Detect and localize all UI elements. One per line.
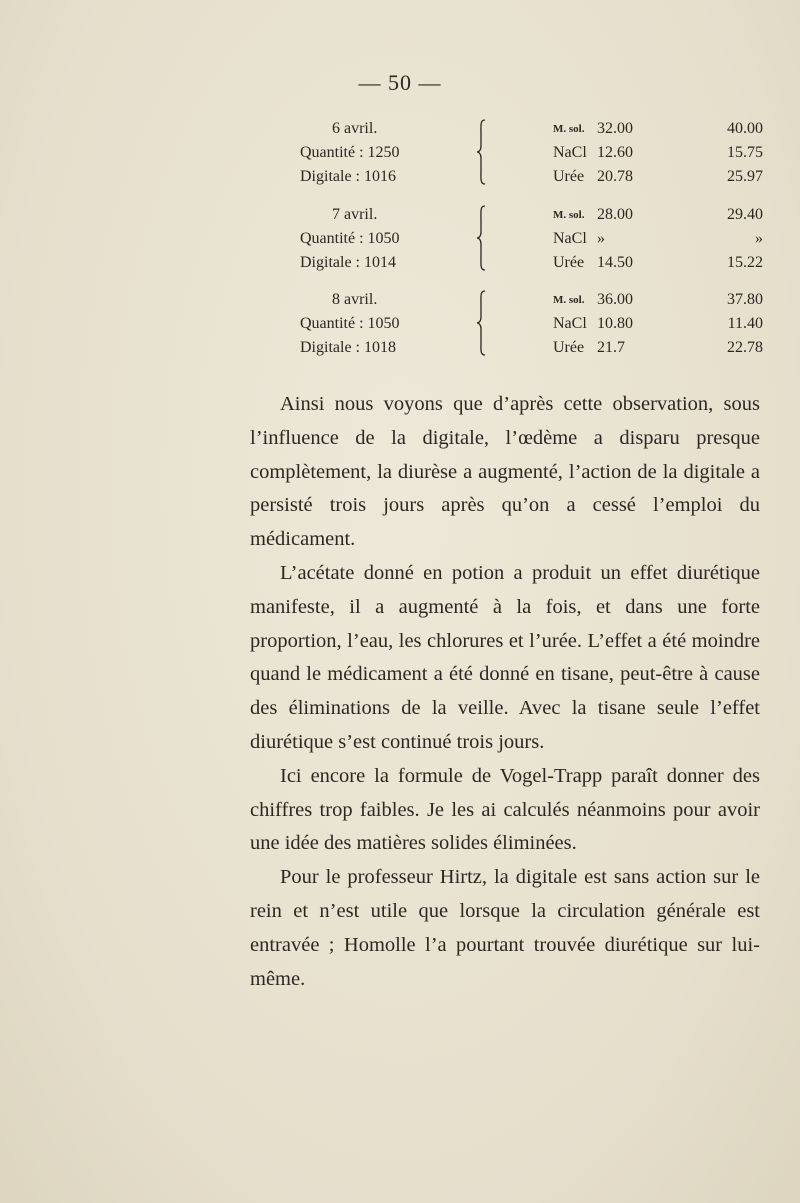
entry-8-avril [0, 288, 800, 368]
body-text [250, 388, 760, 996]
value-row-nacl [553, 227, 763, 251]
row-value-1: » [597, 230, 605, 247]
paragraph: L’acétate donné en potion a produit un effet diurétique manifeste, il a augmenté à la fois, et dans une forte proportion, l’eau, les chlorures et l’urée. L’effet a été moindre quand le médicament a été donné en tisane, peut-être à cause des éliminations de la veille. Avec la tisane seule l’effet diurétique s’est continué trois jours. [250, 561, 760, 753]
row-label: NaCl [553, 230, 587, 247]
row-value-1: 12.60 [597, 144, 633, 161]
value-row-uree [553, 251, 763, 275]
entry-quantite: Quantité : 1050 [300, 230, 400, 247]
entry-6-avril [0, 117, 800, 197]
entry-meta [300, 203, 480, 275]
row-value-1: 28.00 [597, 206, 633, 223]
row-value-2: 29.40 [727, 206, 763, 223]
row-value-2: 22.78 [727, 339, 763, 356]
row-label: Urée [553, 168, 585, 185]
row-label: NaCl [553, 315, 587, 332]
row-value-1: 20.78 [597, 168, 633, 185]
row-value-1: 10.80 [597, 315, 633, 332]
paragraph: Ainsi nous voyons que d’après cette observation, sous l’influence de la digitale, l’œdème a disparu presque complètement, la diurèse a augmenté, l’action de la digitale a persisté trois jours après qu’on a cessé l’emploi du médicament. [250, 393, 760, 551]
entry-densite: Digitale : 1018 [300, 339, 396, 356]
value-row-nacl [553, 141, 763, 165]
entry-values [553, 117, 763, 189]
value-row-msol [553, 203, 763, 227]
brace-icon [476, 119, 486, 185]
value-row-nacl [553, 312, 763, 336]
entry-densite: Digitale : 1014 [300, 254, 396, 271]
row-value-1: 32.00 [597, 120, 633, 137]
entry-values [553, 203, 763, 275]
row-value-2: 40.00 [727, 120, 763, 137]
value-row-msol [553, 117, 763, 141]
value-row-msol [553, 288, 763, 312]
entry-quantite: Quantité : 1050 [300, 315, 400, 332]
entry-values [553, 288, 763, 360]
brace-icon [476, 205, 486, 271]
row-label: NaCl [553, 144, 587, 161]
brace-icon [476, 290, 486, 356]
paragraph: Ici encore la formule de Vogel-Trapp paraît donner des chiffres trop faibles. Je les ai calculés néanmoins pour avoir une idée des matières solides éliminées. [250, 764, 760, 855]
value-row-uree [553, 165, 763, 189]
row-value-2: 37.80 [727, 291, 763, 308]
paragraph: Pour le professeur Hirtz, la digitale est sans action sur le rein et n’est utile que lorsque la circulation générale est entravée ; Homolle l’a pourtant trouvée diurétique sur lui-même. [250, 866, 760, 990]
entry-densite: Digitale : 1016 [300, 168, 396, 185]
row-label: Urée [553, 254, 585, 271]
row-value-2: 25.97 [727, 168, 763, 185]
row-value-2: 15.22 [727, 254, 763, 271]
row-label: M. sol. [553, 209, 585, 221]
entry-date: 6 avril. [332, 120, 378, 137]
row-label: M. sol. [553, 294, 585, 306]
row-value-2: » [755, 230, 763, 247]
entry-date: 8 avril. [332, 291, 378, 308]
entry-date: 7 avril. [332, 206, 378, 223]
page-number: — 50 — [358, 70, 442, 95]
entry-7-avril [0, 203, 800, 283]
row-value-1: 14.50 [597, 254, 633, 271]
entry-meta [300, 117, 480, 189]
row-value-1: 21.7 [597, 339, 625, 356]
entry-meta [300, 288, 480, 360]
row-value-2: 11.40 [727, 315, 763, 332]
row-value-2: 15.75 [727, 144, 763, 161]
row-label: Urée [553, 339, 585, 356]
entry-quantite: Quantité : 1250 [300, 144, 400, 161]
row-value-1: 36.00 [597, 291, 633, 308]
row-label: M. sol. [553, 123, 585, 135]
value-row-uree [553, 336, 763, 360]
